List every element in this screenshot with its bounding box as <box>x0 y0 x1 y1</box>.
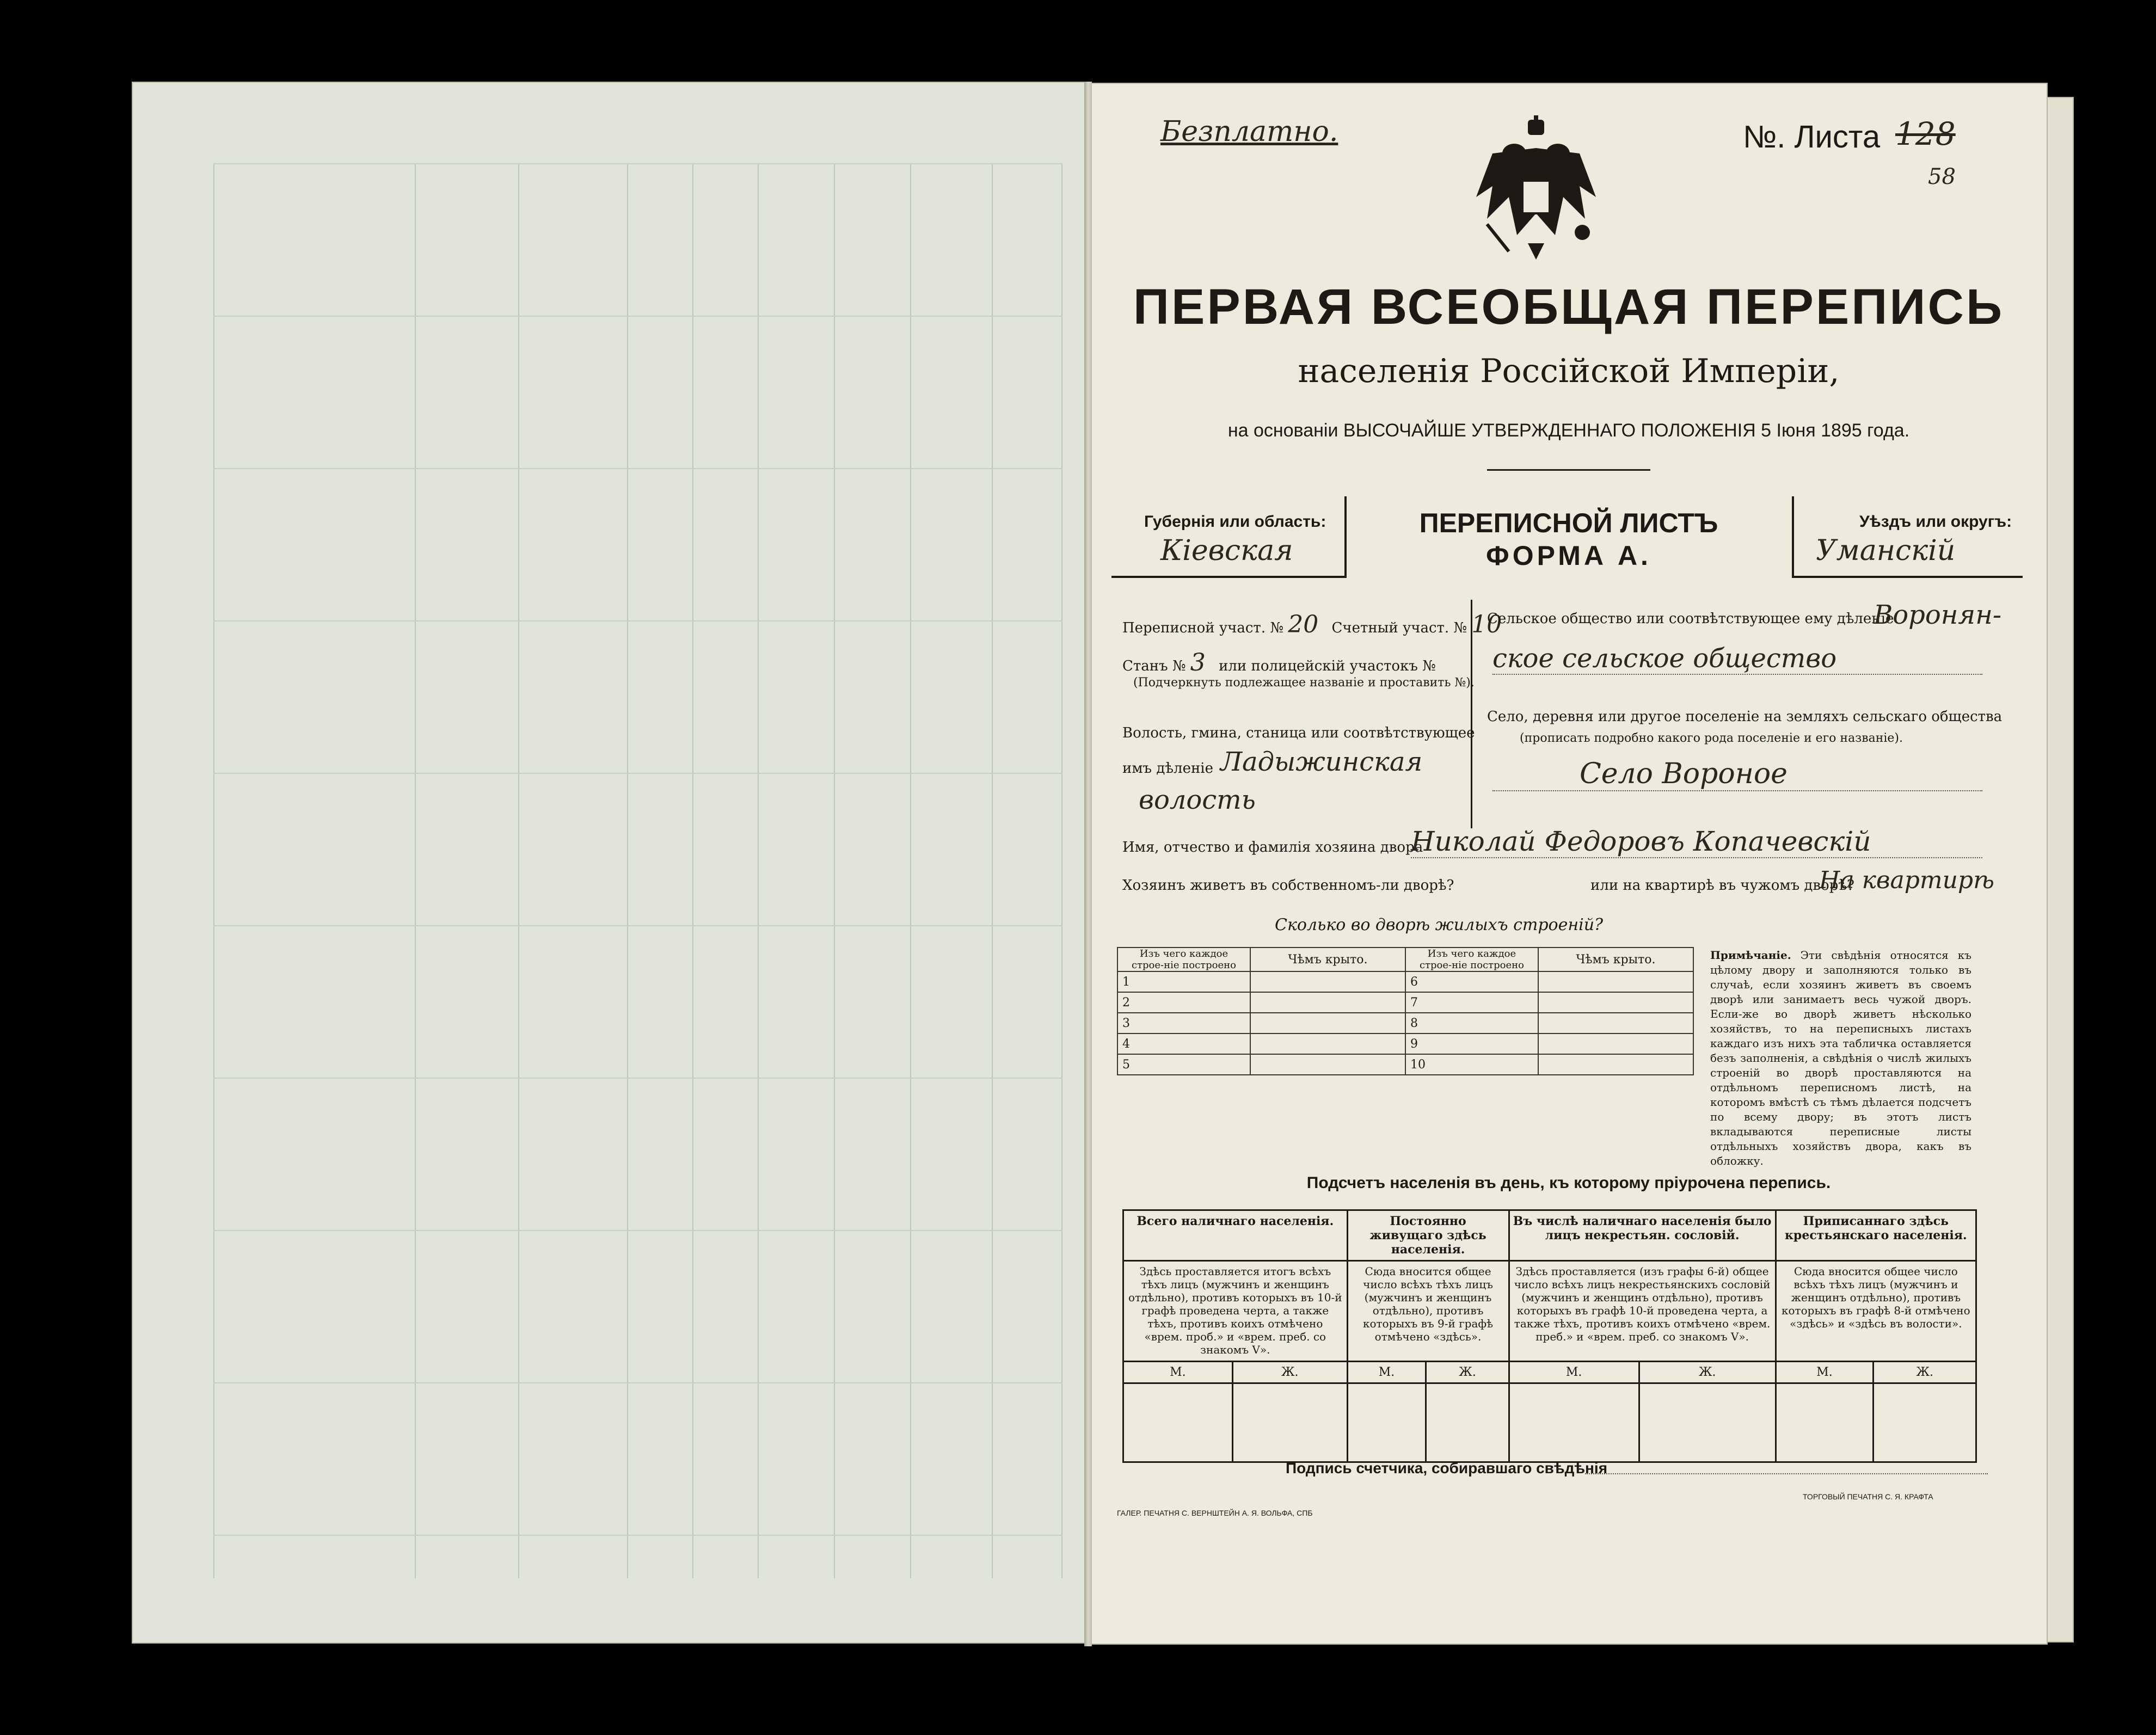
district-value: 20 <box>1288 611 1319 638</box>
volost-label: Волость, гмина, станица или соотвѣтствующее <box>1122 725 1475 741</box>
census-form-page <box>1090 83 2048 1645</box>
buildings-question: Сколько во дворѣ жилыхъ строеній? <box>1275 915 1604 934</box>
left-page-grid <box>213 163 1062 1578</box>
village-label: Село, деревня или другое поселеніе на земляхъ сельскаго общества <box>1487 709 2003 725</box>
sheet-number-label: №. Листа <box>1743 119 1881 155</box>
gubernia-label: Губернія или область: <box>1144 513 1326 531</box>
table-row: 5 10 <box>1117 1054 1693 1075</box>
volost-value: Ладыжинская <box>1220 747 1423 777</box>
owner-label: Имя, отчество и фамилія хозяина двора <box>1122 839 1423 856</box>
buildings-table: Изъ чего каждое строе-ніе построено Чѣмъ крыто. Изъ чего каждое строе-ніе построено Чѣмъ крыто. 1 6 2 7 3 8 4 9 5 10 <box>1117 947 1694 1075</box>
population-title: Подсчетъ населенія въ день, къ которому пріурочена перепись. <box>1306 1174 1831 1192</box>
society-value-2: ское сельское общество <box>1492 643 1982 675</box>
gubernia-value: Кіевская <box>1160 534 1293 567</box>
census-sheet-title: ПЕРЕПИСНОЙ ЛИСТЪ <box>1419 508 1718 538</box>
population-table: Всего наличнаго населенія. Постоянно живущаго здѣсь населенія. Въ числѣ наличнаго населенія было лицъ некрестьян. сословій. Приписаннаго здѣсь крестьянскаго населенія. Здѣсь проставляется итогъ всѣхъ тѣхъ лицъ (мужчинъ и женщинъ отдѣльно), противъ которыхъ въ 10-й графѣ проведена черта, а также тѣхъ, противъ коихъ отмѣчено «врем. проб.» и «врем. преб. со знакомъ V». Сюда вносится общее число всѣхъ тѣхъ лицъ (мужчинъ и женщинъ отдѣльно), противъ которыхъ въ 9-й графѣ отмѣчено «здѣсь». Здѣсь проставляется (изъ графы 6-й) общее число всѣхъ лицъ некрестьянскихъ сословій (мужчинъ и женщинъ отдѣльно), противъ которыхъ въ графѣ 10-й проведена черта, а также тѣхъ, противъ коихъ отмѣчено «врем. преб.» и «врем. преб. со знакомъ V». Сюда вносится общее число всѣхъ тѣхъ лицъ (мужчинъ и женщинъ отдѣльно), противъ которыхъ въ графѣ 8-й отмѣчено «здѣсь» и «здѣсь въ волости». М. Ж. М. Ж. М. Ж. М. Ж. <box>1122 1209 1977 1463</box>
table-row: 4 9 <box>1117 1033 1693 1054</box>
signature-line <box>1585 1473 1988 1474</box>
sheet-number-extra: 58 <box>1928 164 1956 189</box>
stan-value: 3 <box>1190 649 1206 676</box>
table-row: 2 7 <box>1117 992 1693 1013</box>
form-basis-line: на основаніи ВЫСОЧАЙШЕ УТВЕРЖДЕННАГО ПОЛОЖЕНІЯ 5 Іюня 1895 года. <box>1227 420 1910 441</box>
table-row <box>1123 1383 1976 1462</box>
table-row: 3 8 <box>1117 1013 1693 1033</box>
uezd-box <box>1792 496 2023 578</box>
form-a-label: ФОРМА А. <box>1486 540 1651 571</box>
book-spine <box>1084 82 1092 1646</box>
volost-label-2: имъ дѣленіе <box>1122 760 1213 777</box>
signature-label: Подпись счетчика, собиравшаго свѣдѣнія <box>1286 1460 1608 1476</box>
form-subtitle: населенія Россійской Имперіи, <box>1298 352 1840 390</box>
uezd-label: Уѣздъ или округъ: <box>1859 513 2012 531</box>
printer-right: ТОРГОВЫЙ ПЕЧАТНЯ С. Я. КРАФТА <box>1803 1492 1933 1501</box>
underline-note: (Подчеркнуть подлежащее названіе и проставить №). <box>1133 676 1475 690</box>
village-value: Село Вороное <box>1492 758 1982 791</box>
gubernia-box <box>1111 496 1347 578</box>
sheet-number-handwritten: 128 <box>1895 115 1956 152</box>
imperial-eagle-emblem-icon <box>1471 115 1601 262</box>
society-label: Сельское общество или соотвѣтствующее ему дѣленіе <box>1487 611 1894 627</box>
count-value: 10 <box>1471 611 1502 638</box>
stan-field: Станъ № 3 или полицейскій участокъ № <box>1122 649 1436 676</box>
printer-left: ГАЛЕР. ПЕЧАТНЯ С. ВЕРНШТЕЙН А. Я. ВОЛЬФА, СПБ <box>1117 1509 1313 1517</box>
free-label: Безплатно. <box>1160 115 1338 148</box>
owner-value: Николай Федоровъ Копачевскій <box>1411 826 1982 858</box>
society-value: Воронян- <box>1874 600 2002 630</box>
form-main-title: ПЕРВАЯ ВСЕОБЩАЯ ПЕРЕПИСЬ <box>1133 279 2005 335</box>
village-note: (прописать подробно какого рода поселеніе и его названіе). <box>1520 731 1903 745</box>
lives-value: На квартирѣ <box>1819 866 1994 894</box>
left-page <box>132 82 1090 1644</box>
volost-value-2: волость <box>1139 785 1256 815</box>
table-row: 1 6 <box>1117 971 1693 992</box>
ornamental-divider <box>1487 469 1650 471</box>
district-field: Переписной участ. № 20 Счетный участ. № 10 <box>1122 611 1502 638</box>
uezd-value: Уманскій <box>1816 534 1956 567</box>
lives-label: Хозяинъ живетъ въ собственномъ-ли дворѣ? <box>1122 877 1454 894</box>
field-column-divider <box>1471 600 1472 828</box>
note-block: Примѣчаніе. Эти свѣдѣнія относятся къ цѣлому двору и заполняются только въ случаѣ, если хозяинъ живетъ въ своемъ дворѣ или занимаетъ весь чужой дворъ. Если-же во дворѣ живетъ нѣсколько хозяйствъ, то на переписныхъ листахъ каждаго изъ нихъ эта табличка оставляется безъ заполненія, а свѣдѣнія о числѣ жилыхъ строеній во дворѣ проставляются на отдѣльномъ переписномъ листѣ, на которомъ вмѣстѣ съ тѣмъ дѣлается подсчетъ по всему двору; въ этотъ листъ вкладываются переписные листы отдѣльныхъ хозяйствъ двора, какъ въ обложку. <box>1710 949 1971 1167</box>
lives-or-label: или на квартирѣ въ чужомъ дворѣ? <box>1590 877 1854 894</box>
